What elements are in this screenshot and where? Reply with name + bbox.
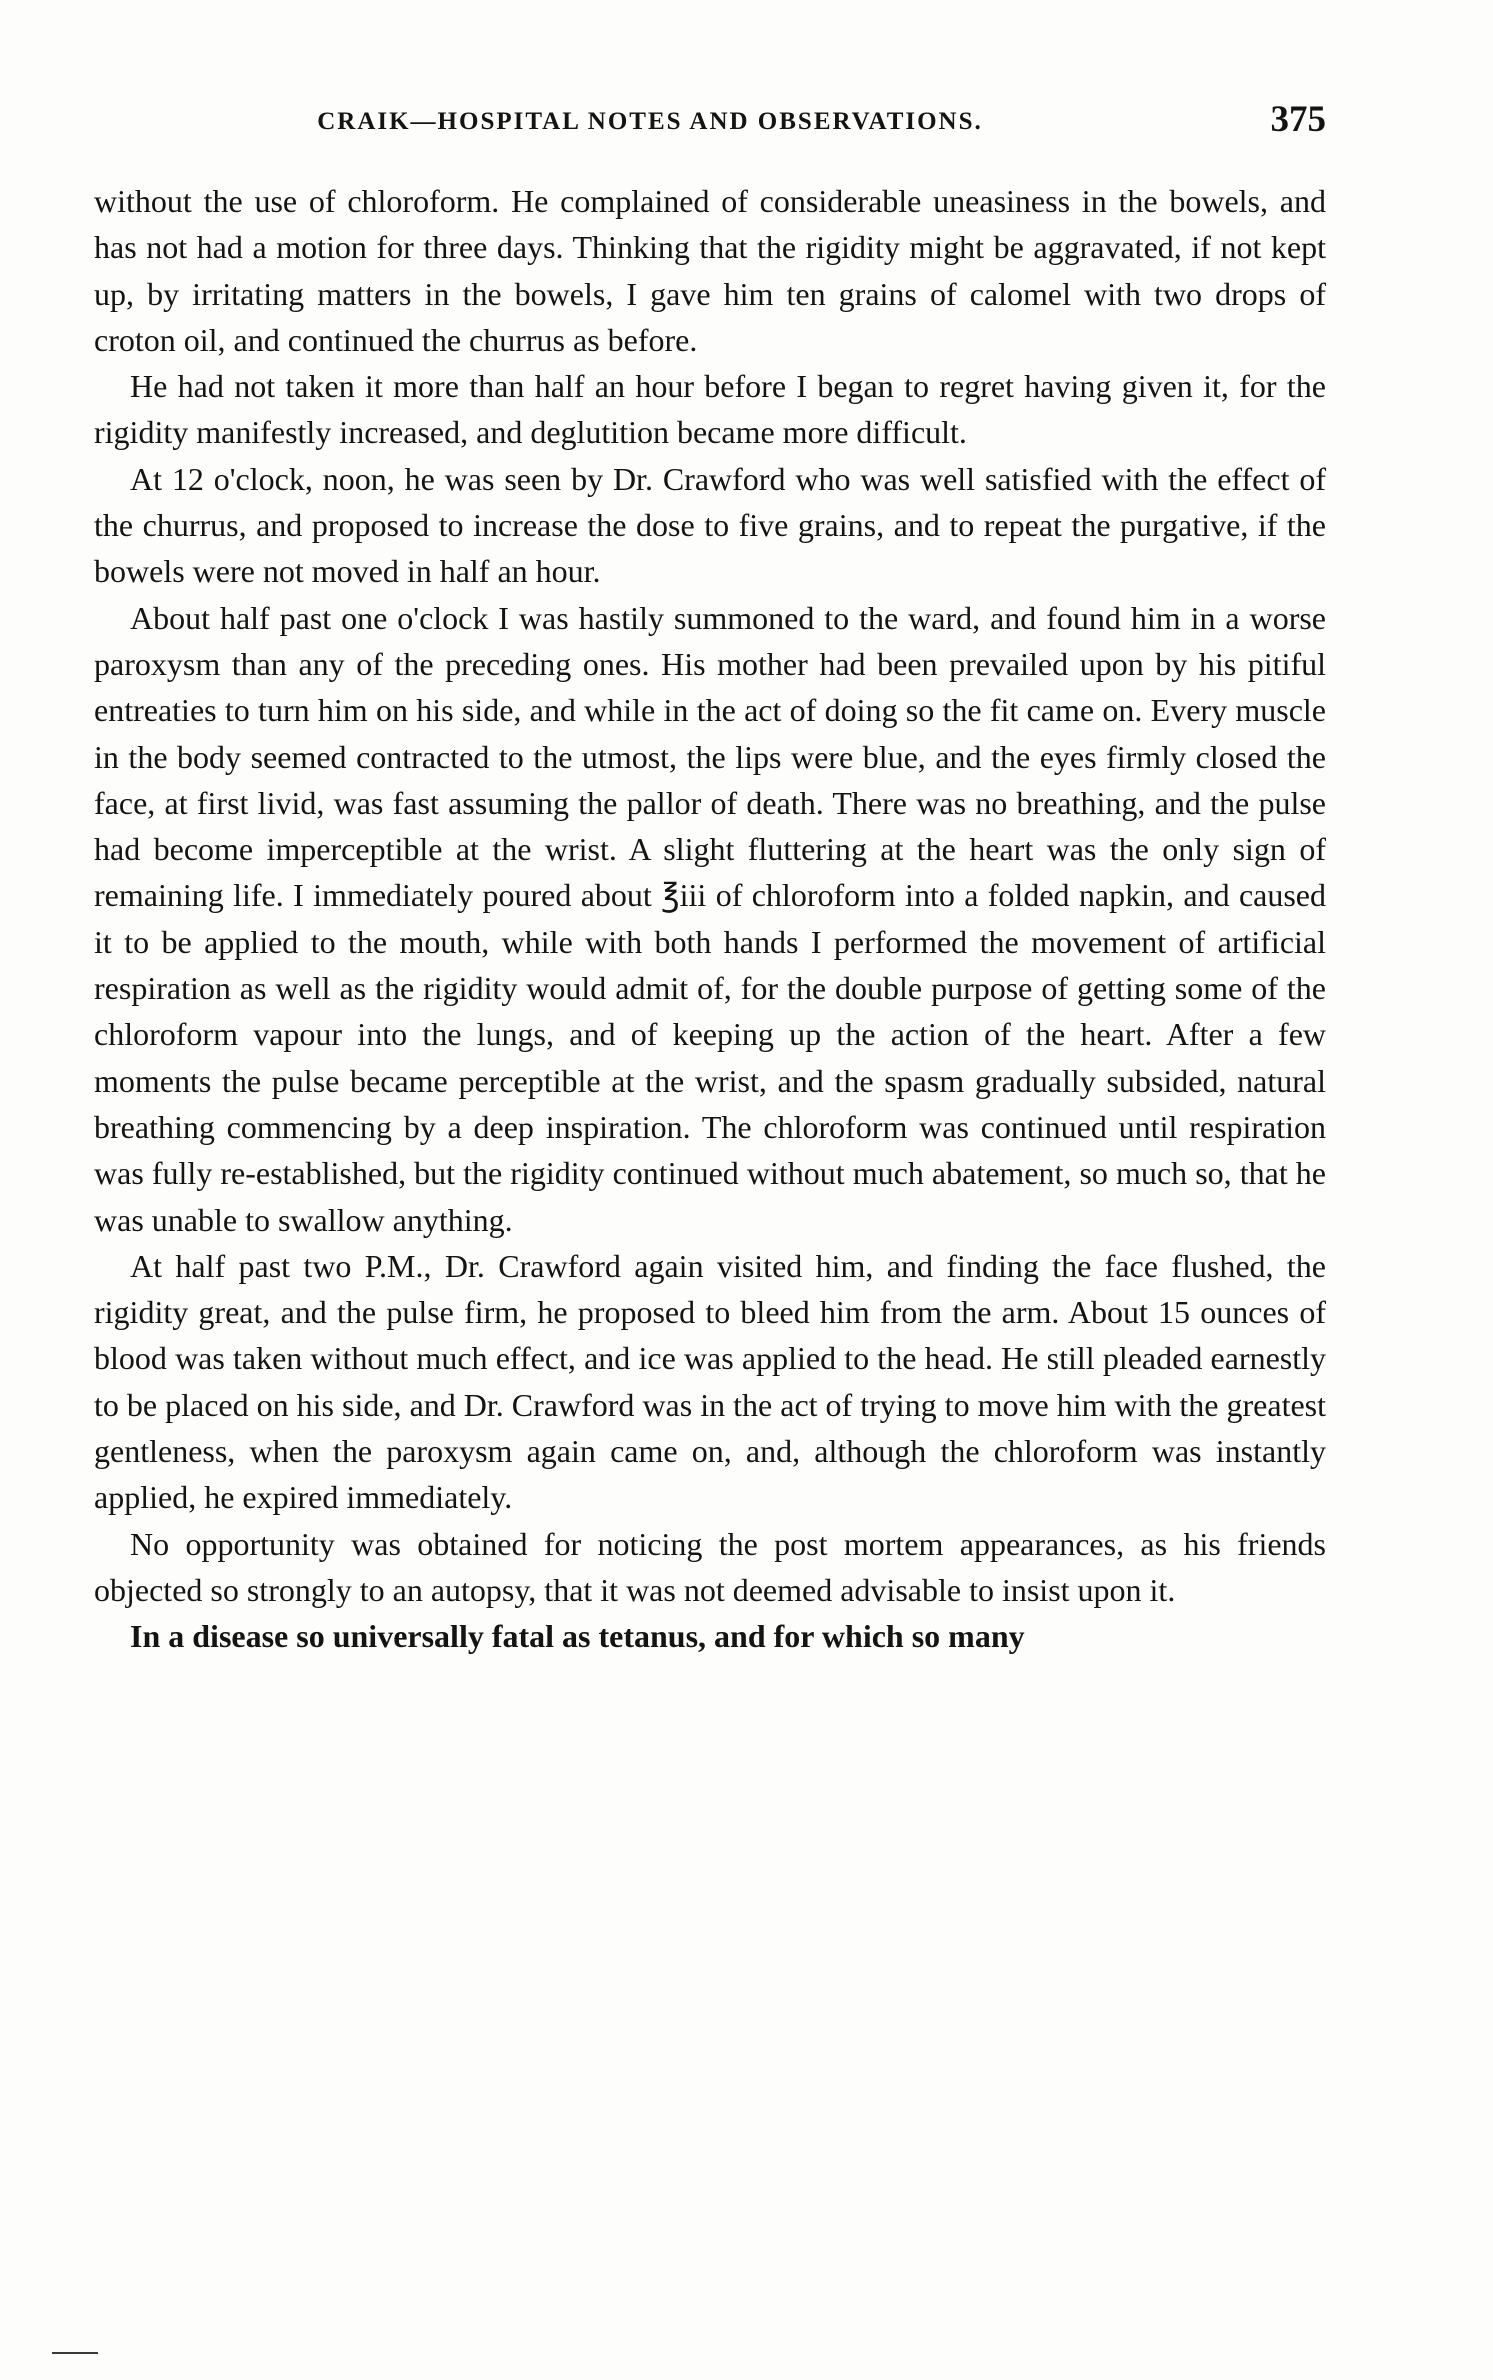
body-text [94,178,1326,1660]
page-edge-mark [52,2352,98,2354]
page-header [94,98,1326,158]
page-number: 375 [1270,99,1326,140]
paragraph: No opportunity was obtained for noticing the post mortem appearances, as his friends objected so strongly to an autopsy, that it was not deemed advisable to insist upon it. [94,1525,1326,1608]
paragraph: He had not taken it more than half an hour before I began to regret having given it, for the rigidity manifestly increased, and deglutition became more difficult. [94,368,1326,451]
paragraph: About half past one o'clock I was hastily summoned to the ward, and found him in a worse paroxysm than any of the preceding ones. His mother had been prevailed upon by his pitiful entreaties to turn him on his side, and while in the act of doing so the fit came on. Every muscle in the body seemed contracted to the utmost, the lips were blue, and the eyes firmly closed the face, at first livid, was fast assuming the pallor of death. There was no breathing, and the pulse had become imperceptible at the wrist. A slight fluttering at the heart was the only sign of remaining life. I immediately poured about ℥iii of chloroform into a folded napkin, and caused it to be applied to the mouth, while with both hands I performed the movement of artificial respiration as well as the rigidity would admit of, for the double purpose of getting some of the chloroform vapour into the lungs, and of keeping up the action of the heart. After a few moments the pulse became perceptible at the wrist, and the spasm gradually subsided, natural breathing commencing by a deep inspiration. The chloroform was continued until respiration was fully re-established, but the rigidity continued without much abatement, so much so, that he was unable to swallow anything. [94,599,1326,1238]
running-title: CRAIK—HOSPITAL NOTES AND OBSERVATIONS. [317,108,983,135]
paragraph: At 12 o'clock, noon, he was seen by Dr. Crawford who was well satisfied with the effect of the churrus, and proposed to increase the dose to five grains, and to repeat the purgative, if the bowels were not moved in half an hour. [94,460,1326,590]
paragraph: At half past two P.M., Dr. Crawford again visited him, and finding the face flushed, the rigidity great, and the pulse firm, he proposed to bleed him from the arm. About 15 ounces of blood was taken without much effect, and ice was applied to the head. He still pleaded earnestly to be placed on his side, and Dr. Crawford was in the act of trying to move him with the greatest gentleness, when the paroxysm again came on, and, although the chloroform was instantly applied, he expired immediately. [94,1247,1326,1516]
paragraph: without the use of chloroform. He complained of considerable uneasiness in the bowels, and has not had a motion for three days. Thinking that the rigidity might be aggravated, if not kept up, by irritating matters in the bowels, I gave him ten grains of calomel with two drops of croton oil, and continued the churrus as before. [94,183,1326,358]
paragraph: In a disease so universally fatal as tetanus, and for which so many [130,1618,1025,1655]
